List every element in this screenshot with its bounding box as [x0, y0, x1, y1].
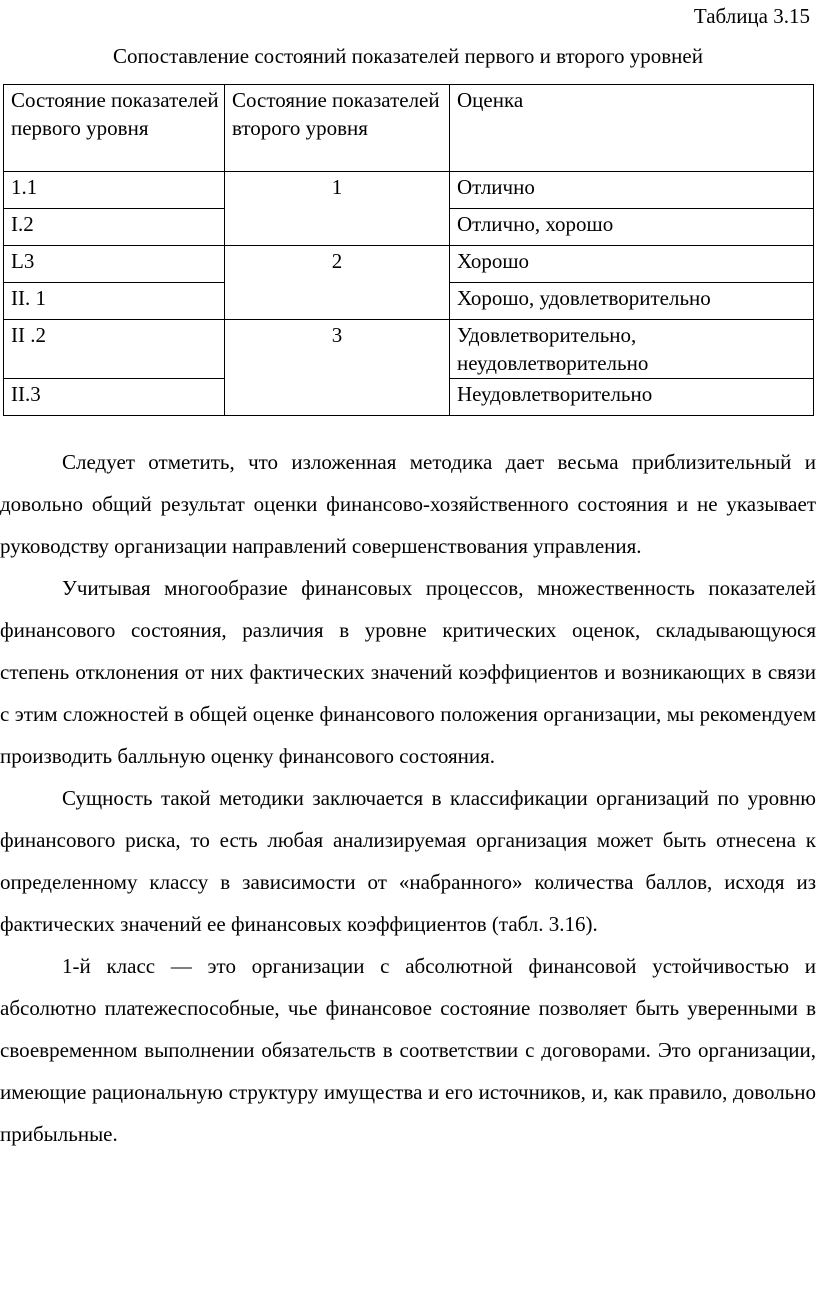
header-second-level: Состояние показателей второго уровня [225, 85, 450, 172]
table-header-row [4, 85, 814, 172]
table-row [4, 320, 814, 379]
rating-cell: Отлично [450, 172, 814, 209]
second-level-cell: 2 [225, 246, 450, 320]
table-row [4, 172, 814, 209]
header-rating: Оценка [450, 85, 814, 172]
comparison-table [3, 84, 814, 416]
rating-cell: Хорошо, удовлетворительно [450, 283, 814, 320]
body-text [0, 441, 816, 1155]
rating-cell: Отлично, хорошо [450, 209, 814, 246]
paragraph: Сущность такой методики заключается в классификации организаций по уровню финансового риска, то есть любая анализируемая организация может быть отнесена к определенному классу в зависимости от «набранного» количества баллов, исходя из фактических значений ее финансовых коэффициентов (табл. 3.16). [0, 786, 816, 936]
paragraph: 1-й класс — это организации с абсолютной финансовой устойчивостью и абсолютно платежеспособные, чье финансовое состояние позволяет быть уверенными в своевременном выполнении обязательств в соответствии с договорами. Это организации, имеющие рациональную структуру имущества и его источников, и, как правило, довольно прибыльные. [0, 954, 816, 1146]
paragraph: Учитывая многообразие финансовых процессов, множественность показателей финансового состояния, различия в уровне критических оценок, складывающуюся степень отклонения от них фактических значений коэффициентов и возникающих в связи с этим сложностей в общей оценке финансового положения организации, мы рекомендуем производить балльную оценку финансового состояния. [0, 576, 816, 768]
first-level-cell: 1.1 [4, 172, 225, 209]
table-title: Сопоставление состояний показателей первого и второго уровней [113, 44, 703, 68]
rating-cell: Хорошо [450, 246, 814, 283]
second-level-cell: 1 [225, 172, 450, 246]
first-level-cell: II.3 [4, 379, 225, 416]
rating-cell: Неудовлетворительно [450, 379, 814, 416]
first-level-cell: L3 [4, 246, 225, 283]
second-level-cell: 3 [225, 320, 450, 416]
table-row [4, 246, 814, 283]
table-number: Таблица 3.15 [693, 4, 810, 28]
rating-cell: Удовлетворительно, неудовлетворительно [450, 320, 814, 379]
first-level-cell: II. 1 [4, 283, 225, 320]
paragraph: Следует отметить, что изложенная методика дает весьма приблизительный и довольно общий результат оценки финансово-хозяйственного состояния и не указывает руководству организации направлений совершенствования управления. [0, 450, 816, 558]
first-level-cell: II .2 [4, 320, 225, 379]
first-level-cell: I.2 [4, 209, 225, 246]
header-first-level: Состояние показателей первого уровня [4, 85, 225, 172]
